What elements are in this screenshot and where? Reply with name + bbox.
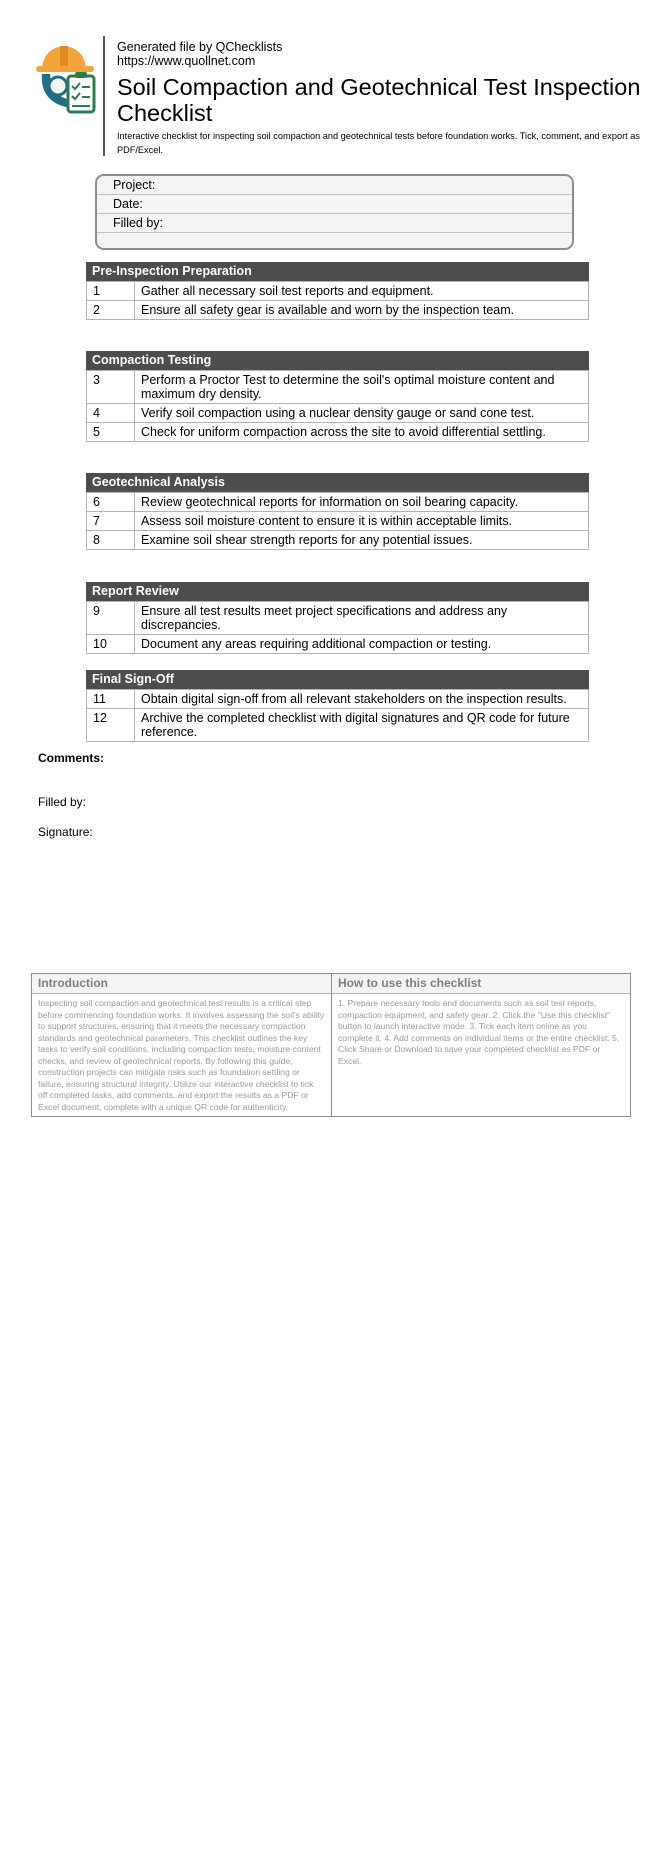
item-text: Gather all necessary soil test reports and equipment. [135, 282, 589, 301]
item-text: Review geotechnical reports for information on soil bearing capacity. [135, 493, 589, 512]
item-text: Verify soil compaction using a nuclear density gauge or sand cone test. [135, 404, 589, 423]
checklist-table [86, 370, 589, 442]
item-number: 7 [87, 512, 135, 531]
checklist-row[interactable] [87, 635, 589, 654]
item-number: 10 [87, 635, 135, 654]
item-text: Obtain digital sign-off from all relevant stakeholders on the inspection results. [135, 690, 589, 709]
checklist-row[interactable] [87, 602, 589, 635]
checklist-row[interactable] [87, 690, 589, 709]
section-title: Report Review [86, 582, 589, 601]
item-text: Check for uniform compaction across the site to avoid differential settling. [135, 423, 589, 442]
checklist-row[interactable] [87, 371, 589, 404]
item-text: Assess soil moisture content to ensure it is within acceptable limits. [135, 512, 589, 531]
date-field[interactable]: Date: [97, 195, 572, 214]
comments-label: Comments: [38, 751, 105, 765]
howto-text: 1. Prepare necessary tools and documents such as soil test reports, compaction equipment, and safety gear. 2. Click the "Use this checklist" button to launch interactive mode. 3. Tick each item online as you complete it. 4. Add comments on individual items or the entire checklist. 5. Click Share or Download to save your completed checklist as PDF or Excel. [338, 998, 620, 1066]
checklist-table [86, 601, 589, 654]
item-number: 3 [87, 371, 135, 404]
item-text: Perform a Proctor Test to determine the soil's optimal moisture content and maximum dry density. [135, 371, 589, 404]
item-text: Ensure all safety gear is available and worn by the inspection team. [135, 301, 589, 320]
item-number: 1 [87, 282, 135, 301]
howto-column [331, 974, 630, 1116]
section-pre-inspection [86, 262, 589, 320]
checklist-row[interactable] [87, 301, 589, 320]
item-number: 11 [87, 690, 135, 709]
section-title: Pre-Inspection Preparation [86, 262, 589, 281]
hardhat-checklist-logo-icon [34, 40, 102, 116]
item-number: 12 [87, 709, 135, 742]
intro-column [32, 974, 331, 1116]
checklist-row[interactable] [87, 423, 589, 442]
intro-text: Inspecting soil compaction and geotechnical test results is a critical step before commencing foundation works. It involves assessing the soil's ability to support structures, ensuring that it meets the necessary compaction standards and geotechnical parameters. This checklist outlines the key tasks to verify soil conditions, including compaction tests, moisture content checks, and review of geotechnical reports. By following this guide, construction projects can mitigate risks such as foundation settling or failure, ensuring structural integrity. Utilize our interactive checklist to tick off completed tasks, add comments, and export the results as a PDF or Excel document, complete with a unique QR code for authenticity. [38, 998, 325, 1112]
document-header [34, 36, 641, 156]
item-number: 8 [87, 531, 135, 550]
item-number: 9 [87, 602, 135, 635]
section-title: Compaction Testing [86, 351, 589, 370]
checklist-row[interactable] [87, 404, 589, 423]
page-title: Soil Compaction and Geotechnical Test Inspection Checklist [117, 74, 641, 126]
item-number: 5 [87, 423, 135, 442]
checklist-row[interactable] [87, 282, 589, 301]
howto-title: How to use this checklist [332, 974, 630, 994]
checklist-table [86, 281, 589, 320]
item-number: 4 [87, 404, 135, 423]
section-geotechnical-analysis [86, 473, 589, 550]
item-number: 6 [87, 493, 135, 512]
filled-by-field[interactable]: Filled by: [97, 214, 572, 233]
checklist-row[interactable] [87, 512, 589, 531]
checklist-row[interactable] [87, 493, 589, 512]
signature-label: Signature: [38, 825, 93, 839]
checklist-table [86, 492, 589, 550]
item-text: Ensure all test results meet project specifications and address any discrepancies. [135, 602, 589, 635]
page-description: Interactive checklist for inspecting soil compaction and geotechnical tests before foundation works. Tick, comment, and export as PDF/Excel. [117, 131, 640, 155]
checklist-row[interactable] [87, 709, 589, 742]
item-text: Archive the completed checklist with digital signatures and QR code for future reference. [135, 709, 589, 742]
item-number: 2 [87, 301, 135, 320]
section-report-review [86, 582, 589, 654]
section-compaction-testing [86, 351, 589, 442]
checklist-table [86, 689, 589, 742]
section-final-sign-off [86, 670, 589, 742]
item-text: Document any areas requiring additional compaction or testing. [135, 635, 589, 654]
header-text [117, 40, 657, 157]
project-info-box [95, 174, 574, 250]
section-title: Final Sign-Off [86, 670, 589, 689]
intro-title: Introduction [32, 974, 331, 994]
filled-by-label: Filled by: [38, 795, 87, 809]
generated-by: Generated file by QChecklists [117, 40, 283, 54]
checklist-row[interactable] [87, 531, 589, 550]
section-title: Geotechnical Analysis [86, 473, 589, 492]
project-field[interactable]: Project: [97, 176, 572, 195]
item-text: Examine soil shear strength reports for any potential issues. [135, 531, 589, 550]
header-divider [103, 36, 105, 156]
site-url[interactable]: https://www.quollnet.com [117, 54, 256, 68]
intro-howto-table [31, 973, 631, 1117]
